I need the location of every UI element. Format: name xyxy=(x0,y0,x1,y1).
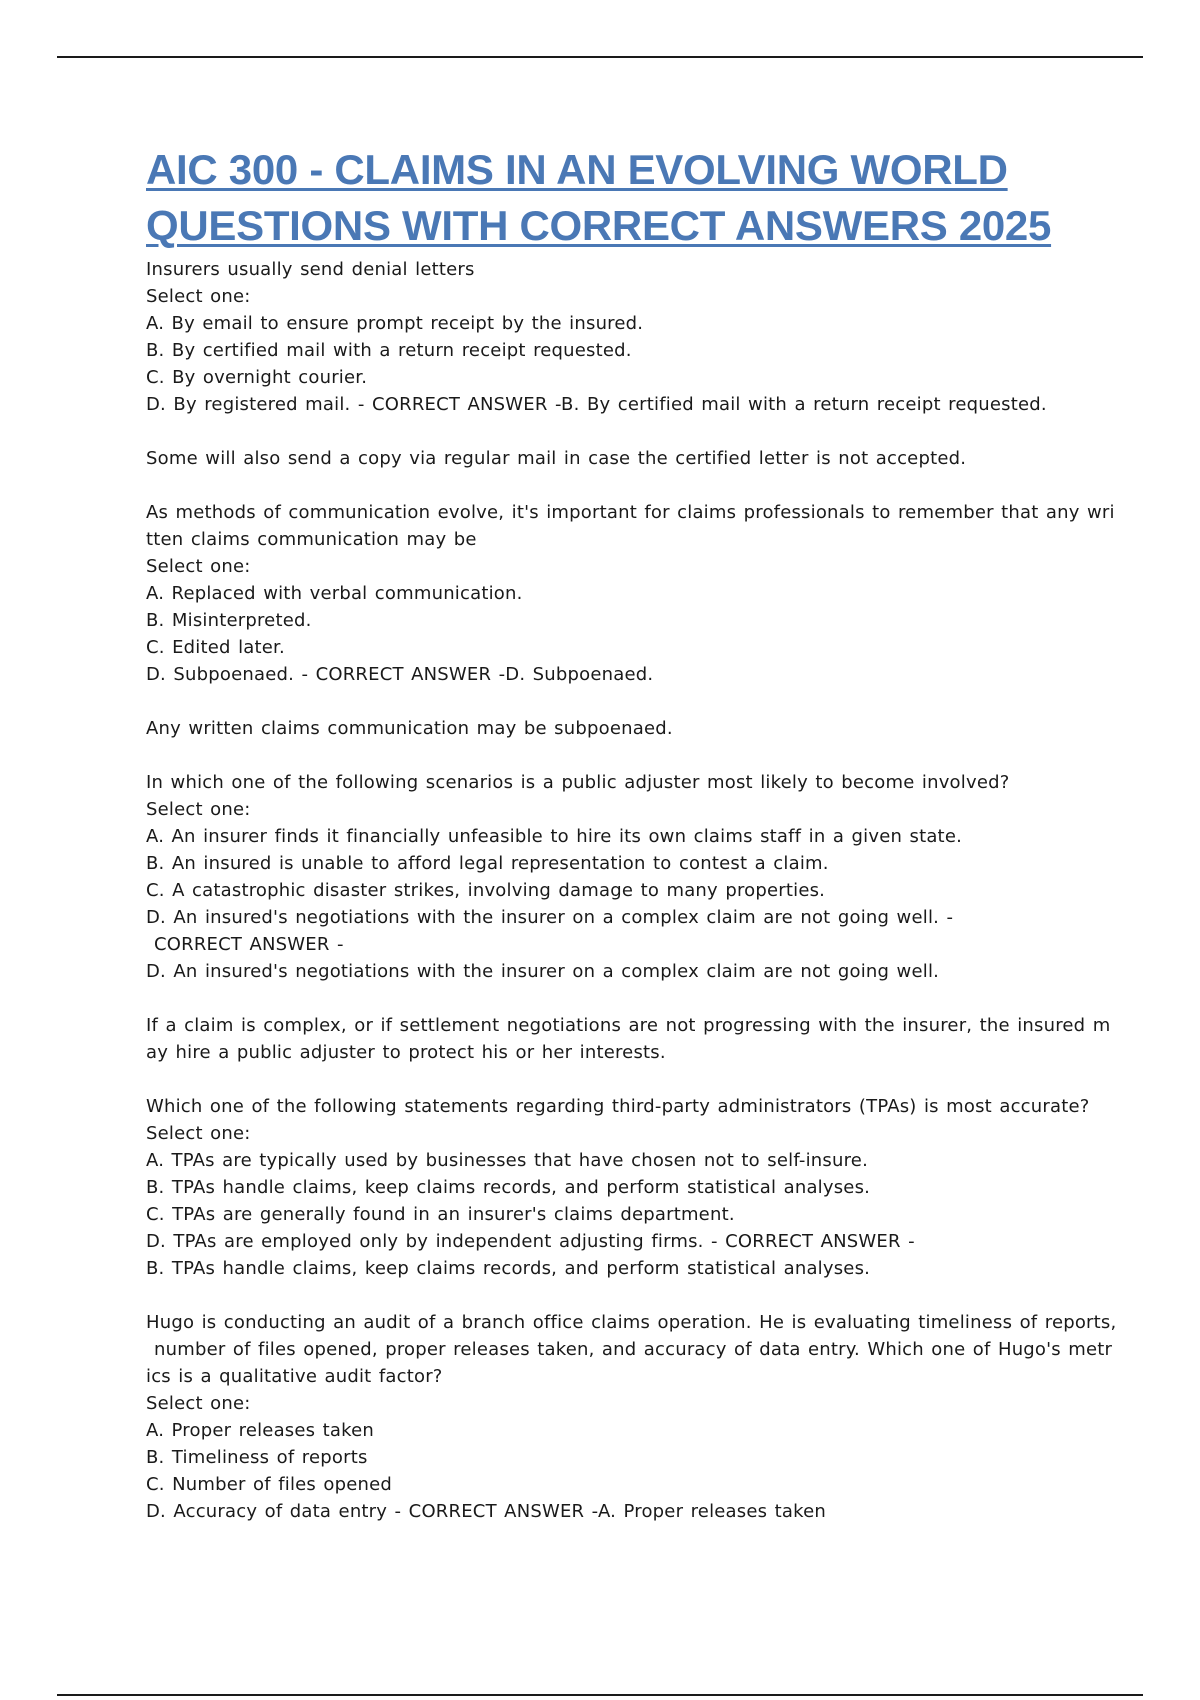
question-text: In which one of the following scenarios is a public adjuster most likely to become involved? xyxy=(146,772,1010,793)
option-b: B. By certified mail with a return receipt requested. xyxy=(146,340,632,361)
question-block xyxy=(146,1309,1126,1525)
explanation: Any written claims communication may be subpoenaed. xyxy=(146,718,673,739)
explanation: If a claim is complex, or if settlement negotiations are not progressing with the insurer, the insured m xyxy=(146,1015,1111,1036)
select-prompt: Select one: xyxy=(146,1123,251,1144)
question-block xyxy=(146,1093,1126,1282)
question-block xyxy=(146,256,1126,472)
option-d-with-answer: D. Subpoenaed. - CORRECT ANSWER -D. Subpoenaed. xyxy=(146,664,654,685)
title-line: QUESTIONS WITH CORRECT ANSWERS 2025 xyxy=(146,202,1052,249)
select-prompt: Select one: xyxy=(146,556,251,577)
correct-answer: B. TPAs handle claims, keep claims records, and perform statistical analyses. xyxy=(146,1258,871,1279)
option-c: C. Number of files opened xyxy=(146,1474,393,1495)
question-block xyxy=(146,769,1126,1066)
question-text: Insurers usually send denial letters xyxy=(146,259,475,280)
option-c: C. TPAs are generally found in an insurer's claims department. xyxy=(146,1204,735,1225)
title-line: AIC 300 - CLAIMS IN AN EVOLVING WORLD xyxy=(146,146,1008,193)
select-prompt: Select one: xyxy=(146,799,251,820)
option-b: B. TPAs handle claims, keep claims records, and perform statistical analyses. xyxy=(146,1177,871,1198)
option-b: B. Misinterpreted. xyxy=(146,610,312,631)
option-d-with-answer-label: D. TPAs are employed only by independent adjusting firms. - CORRECT ANSWER - xyxy=(146,1231,915,1252)
option-c: C. A catastrophic disaster strikes, involving damage to many properties. xyxy=(146,880,826,901)
option-b: B. Timeliness of reports xyxy=(146,1447,368,1468)
option-a: A. By email to ensure prompt receipt by the insured. xyxy=(146,313,644,334)
option-a: A. TPAs are typically used by businesses that have chosen not to self-insure. xyxy=(146,1150,869,1171)
document-title xyxy=(146,142,1126,254)
option-a: A. Proper releases taken xyxy=(146,1420,375,1441)
option-a: A. Replaced with verbal communication. xyxy=(146,583,523,604)
correct-answer: D. An insured's negotiations with the insurer on a complex claim are not going well. xyxy=(146,961,940,982)
option-d-with-answer: D. Accuracy of data entry - CORRECT ANSWER -A. Proper releases taken xyxy=(146,1501,826,1522)
explanation: ay hire a public adjuster to protect his or her interests. xyxy=(146,1042,666,1063)
question-text: As methods of communication evolve, it's important for claims professionals to remember that any wri xyxy=(146,502,1115,523)
option-d: D. An insured's negotiations with the insurer on a complex claim are not going well. - xyxy=(146,907,954,928)
option-d-with-answer: D. By registered mail. - CORRECT ANSWER -B. By certified mail with a return receipt requested. xyxy=(146,394,1047,415)
select-prompt: Select one: xyxy=(146,286,251,307)
question-text: tten claims communication may be xyxy=(146,529,477,550)
question-block xyxy=(146,499,1126,742)
bottom-rule xyxy=(57,1694,1143,1696)
question-text: ics is a qualitative audit factor? xyxy=(146,1366,443,1387)
question-text: Hugo is conducting an audit of a branch office claims operation. He is evaluating timeliness of reports, xyxy=(146,1312,1117,1333)
question-text: number of files opened, proper releases taken, and accuracy of data entry. Which one of Hugo's metr xyxy=(154,1339,1113,1360)
select-prompt: Select one: xyxy=(146,1393,251,1414)
option-c: C. By overnight courier. xyxy=(146,367,368,388)
option-a: A. An insurer finds it financially unfeasible to hire its own claims staff in a given state. xyxy=(146,826,963,847)
question-text: Which one of the following statements regarding third-party administrators (TPAs) is most accurate? xyxy=(146,1096,1090,1117)
option-b: B. An insured is unable to afford legal representation to contest a claim. xyxy=(146,853,829,874)
correct-answer-label: CORRECT ANSWER - xyxy=(154,934,344,955)
option-c: C. Edited later. xyxy=(146,637,285,658)
document-body xyxy=(146,142,1126,1525)
explanation: Some will also send a copy via regular mail in case the certified letter is not accepted. xyxy=(146,448,967,469)
top-rule xyxy=(57,56,1143,58)
